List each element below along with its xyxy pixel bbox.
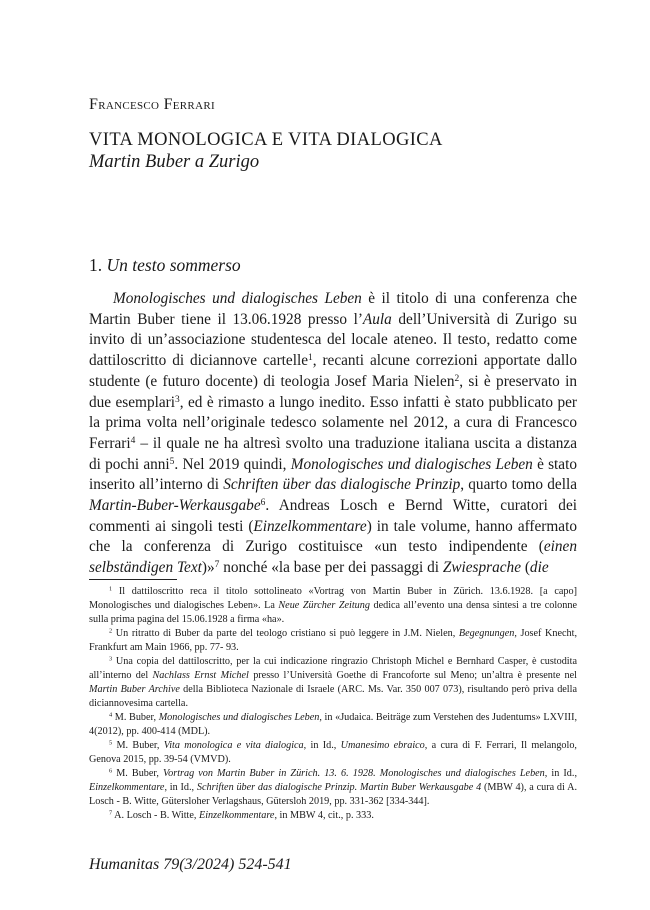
footnote-6 xyxy=(89,767,577,809)
footnote-ref: 2 xyxy=(454,373,460,384)
italic-text: Martin-Buber-Werkausgabe xyxy=(89,497,261,515)
italic-text: Aula xyxy=(362,310,392,328)
text-run: , in Id., xyxy=(164,782,197,793)
text-run: , in «Judaica. Beiträge zum Verstehen des Judentums» LXVIII, 4(2012), pp. 400-414 (MDL). xyxy=(89,712,578,737)
italic-text: Monologisches und dialogisches Leben xyxy=(290,455,533,473)
article-subtitle: Martin Buber a Zurigo xyxy=(89,152,260,172)
italic-text: Nachlass Ernst Michel xyxy=(152,670,249,681)
footnote-ref: 5 xyxy=(169,456,175,467)
footnote-ref: 2 xyxy=(109,627,113,635)
footnote-ref: 4 xyxy=(109,711,113,719)
text-run: , in MBW 4, cit., p. 333. xyxy=(274,810,374,821)
article-title: VITA MONOLOGICA E VITA DIALOGICA xyxy=(89,130,443,150)
body-text xyxy=(89,289,577,579)
italic-text: Einzelkommentare xyxy=(253,517,367,535)
italic-text: Vortrag von Martin Buber in Zürich. 13. 6. 1928. Monologisches und dialogisches Leben xyxy=(163,768,545,779)
footnote-ref: 3 xyxy=(109,655,113,663)
text-run: Il dattiloscritto reca il titolo sottolineato «Vortrag von Martin Buber in Zürich. 13.6.1928. [a capo] Monologisches und dialogisches Leben». La xyxy=(89,586,577,611)
text-run: A. Losch - B. Witte, xyxy=(112,810,199,821)
italic-text: Einzelkommentare xyxy=(89,782,165,793)
text-run: nonché «la base per dei passaggi di xyxy=(219,559,443,577)
text-run: della Biblioteca Nazionale di Israele (ARC. Ms. Var. 350 007 073), risultando però priva della diciannovesima cartella. xyxy=(89,684,577,709)
author-name: Francesco Ferrari xyxy=(89,96,215,113)
section-heading xyxy=(89,255,241,276)
footnote-1 xyxy=(89,585,577,627)
text-run: M. Buber, xyxy=(112,740,164,751)
footnote-4 xyxy=(89,711,577,739)
italic-text: Neue Zürcher Zeitung xyxy=(278,600,370,611)
italic-text: Vita monologica e vita dialogica xyxy=(163,740,304,751)
footnote-7 xyxy=(89,809,577,823)
footnote-5 xyxy=(89,739,577,767)
italic-text: die xyxy=(529,559,549,577)
italic-text: Zwiesprache xyxy=(442,559,521,577)
text-run: , recanti alcune correzioni apportate dallo studente (e futuro docente) di teologia Josef Maria Nielen xyxy=(89,352,578,390)
text-run: – il quale ne ha altresì svolto una traduzione italiana uscita a distanza di pochi anni xyxy=(89,434,577,473)
footnote-ref: 7 xyxy=(109,809,113,817)
text-run: , Josef Knecht, Frankfurt am Main 1966, pp. 77- 93. xyxy=(89,628,577,653)
text-run: presso l’Università Goethe di Francoforte sul Meno; un’altra è presente nel xyxy=(248,670,577,681)
footnote-ref: 1 xyxy=(109,585,113,593)
text-run: . Andreas Losch e Bernd Witte, curatori dei commenti ai singoli testi ( xyxy=(89,497,577,535)
italic-text: Begegnungen xyxy=(458,628,515,639)
footnote-ref: 4 xyxy=(130,435,136,446)
text-run: )» xyxy=(201,559,215,577)
text-run: , a cura di F. Ferrari, Il melangolo, Genova 2015, pp. 39-54 (VMVD). xyxy=(89,740,577,765)
italic-text: Schriften über das dialogische Prinzip. Martin Buber Werkausgabe 4 xyxy=(196,782,482,793)
text-run: ) in tale volume, hanno affermato che la conferenza di Zurigo costituisce «un testo indipendente ( xyxy=(89,517,577,556)
text-run: M. Buber, xyxy=(112,768,164,779)
italic-text: Monologisches und dialogisches Leben xyxy=(113,290,362,307)
text-run: . Nel 2019 quindi, xyxy=(174,455,291,473)
text-run: , si è preservato in due esemplari xyxy=(89,372,577,411)
footnote-3 xyxy=(89,655,577,711)
italic-text: Einzelkommentare xyxy=(199,810,275,821)
text-run: dedica all’evento una densa sintesi a tre colonne sulla prima pagina del 15.06.1928 a firma «ha». xyxy=(89,600,577,625)
text-run: (MBW 4), a cura di A. Losch - B. Witte, Gütersloher Verlagshaus, Gütersloh 2019, pp. 331-362 [334-344]. xyxy=(89,782,577,807)
italic-text: einen selbständigen Text xyxy=(89,538,577,577)
footnote-ref: 6 xyxy=(109,767,113,775)
text-run: è stato inserito all’interno di xyxy=(89,455,577,494)
footnote-2 xyxy=(89,627,577,655)
italic-text: Martin Buber Archive xyxy=(89,684,180,695)
section-title: Un testo sommerso xyxy=(106,255,241,275)
journal-citation: Humanitas 79(3/2024) 524-541 xyxy=(89,856,292,873)
text-run: ( xyxy=(521,559,530,577)
text-run: , ed è rimasto a lungo inedito. Esso infatti è stato pubblicato per la prima volta nell’originale tedesco solamente nel 2012, a cura di Francesco Ferrari xyxy=(89,393,577,452)
text-run: , quarto tomo della xyxy=(460,476,577,494)
italic-text: Umanesimo ebraico xyxy=(340,740,425,751)
body-paragraph xyxy=(89,289,577,579)
footnote-ref: 6 xyxy=(260,497,266,508)
italic-text: Monologisches und dialogisches Leben xyxy=(158,712,320,723)
text-run: dell’Università di Zurigo su invito di un’associazione studentesca del locale ateneo. Il testo, redatto come dattiloscritto di diciannove cartelle xyxy=(89,310,577,370)
text-run: è il titolo di una conferenza che Martin Buber tiene il 13.06.1928 presso l’ xyxy=(89,290,577,328)
footnote-ref: 1 xyxy=(308,352,313,363)
footnotes xyxy=(89,585,577,823)
text-run: M. Buber, xyxy=(112,712,159,723)
text-run: , in Id., xyxy=(303,740,341,751)
footnote-ref: 3 xyxy=(174,394,180,405)
text-run: , in Id., xyxy=(544,768,577,779)
footnote-ref: 7 xyxy=(214,559,220,570)
footnote-rule xyxy=(89,579,177,580)
footnote-ref: 5 xyxy=(109,739,113,747)
text-run: Una copia del dattiloscritto, per la cui indicazione ringrazio Christoph Michel e Bernhard Casper, è custodita all’interno del xyxy=(89,656,577,681)
text-run: Un ritratto di Buber da parte del teologo cristiano si può leggere in J.M. Nielen, xyxy=(112,628,459,639)
italic-text: Schriften über das dialogische Prinzip xyxy=(223,476,461,494)
section-number: 1. xyxy=(89,255,103,275)
